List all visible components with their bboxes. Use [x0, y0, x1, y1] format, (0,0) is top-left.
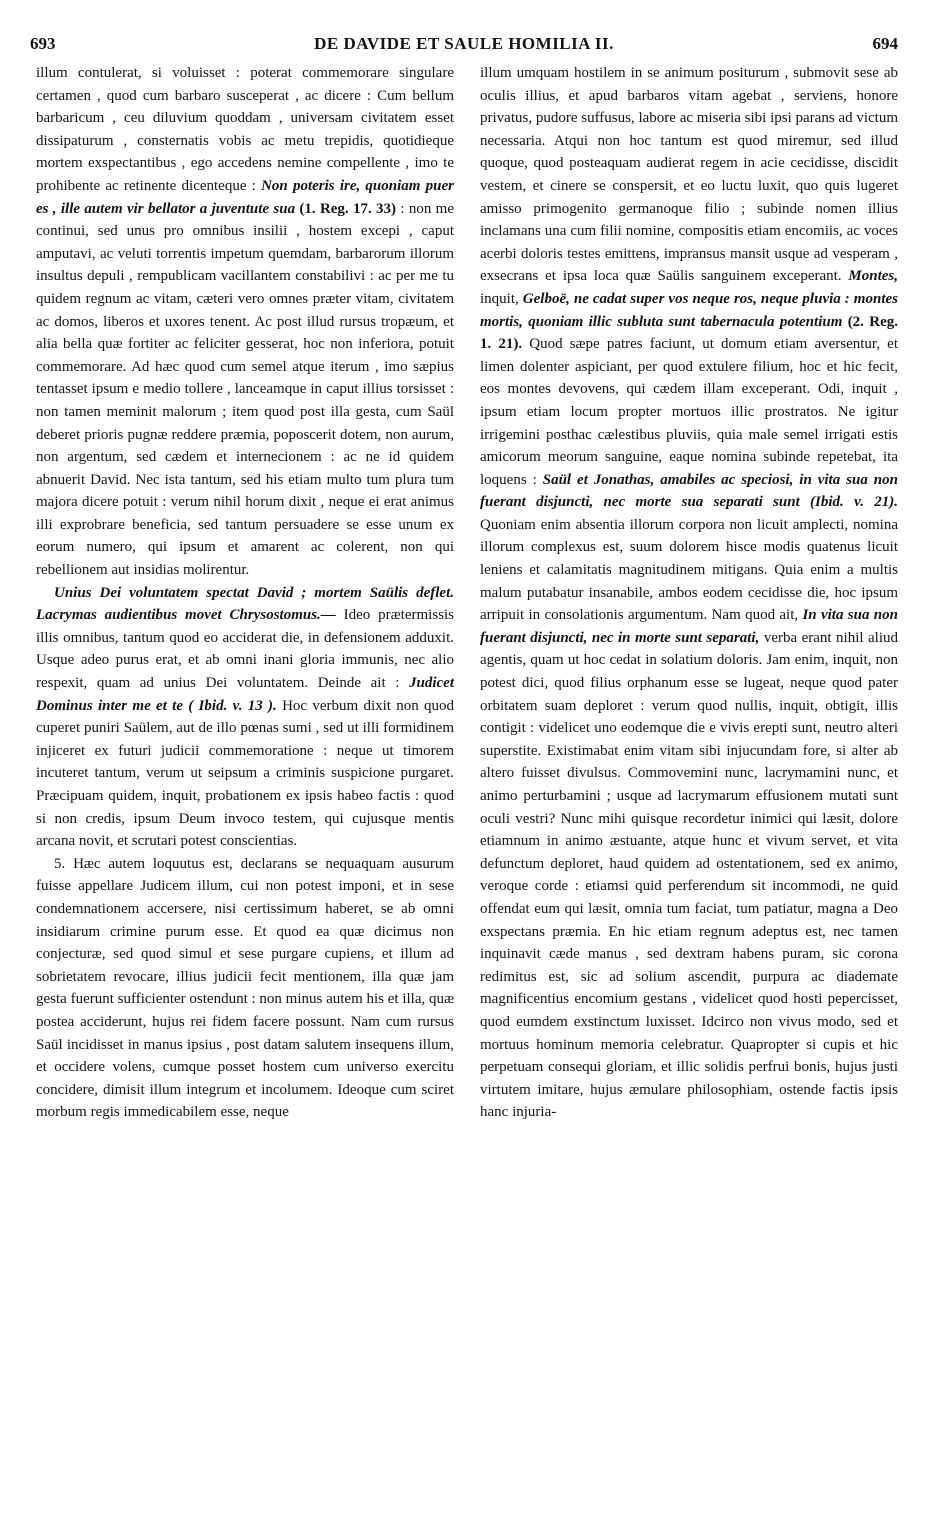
running-header: [30, 34, 898, 58]
scripture-reference: (1. Reg. 17. 33): [299, 200, 397, 217]
scripture-quote: Montes,: [848, 268, 899, 285]
body-text: 5. Hæc autem loquutus est, declarans se nequaquam ausurum fuisse appellare Judicem illum, cui non potest imponi, et in sese condemnationem accersere, nisi certissimum haberet, se ab omni insidiarum crimine purum esse. Et quod ea quæ dicimus non conjecturæ, sed quod simul et sese purgare cupiens, et illum ad sobrietatem revocare, illius judicii fecit mentionem, illa quæ jam gesta fuerunt sufficienter ostendunt : non minus autem his et illa, quæ postea acciderunt, hujus rei fidem facere possunt. Nam cum rursus Saül incidisset in manus ipsius , post datam salutem insequens illum, et occidere volens, cumque posset hostem cum universo exercitu concidere, dimisit illum integrum et incolumem. Ideoque cum sciret morbum regis immedicabilem esse, neque: [36, 855, 454, 1121]
body-text: Quod sæpe patres faciunt, ut domum etiam aversentur, et limen dolenter aspiciant, per quod extulere filium, hoc et hic fecit, eos montes devovens, qui cædem illam exceperant. Odi, inquit , ipsum etiam locum propter mortuos illic prostratos. Ne igitur irrigemini posthac cælestibus pluviis, quia male semel irrigati estis amicorum meorum sanguine, eaque nomina subinde repetebat, ita loquens :: [480, 336, 899, 488]
section-heading: Unius Dei voluntatem spectat David ; mortem Saülis deflet. Lacrymas audientibus movet Chrysostomus.—: [36, 584, 454, 624]
scripture-reference: ( Ibid. v. 13 ).: [188, 697, 277, 714]
right-column: [480, 62, 898, 1124]
page-number-left: 693: [30, 34, 56, 53]
body-text: illum umquam hostilem in se animum positurum , submovit sese ab oculis illius, et apud barbaros vitam agebat , serviens, honore privatus, pudore suffusus, labore ac miseria sibi ipsi parans ad victum necessaria. Atqui non hoc tantum est quod miremur, sed illud quoque, quod posteaquam audierat regem in acie cecidisse, discidit vestem, et cinere se conspersit, et eo luctu luxit, quo quis lugeret amisso primogenito germanoque filio ; subinde nomen illius inclamans una cum filii nomine, compositis etiam encomiis, ac voces acerbi doloris testes emittens, impransus mansit usque ad vesperam , exsecrans et ipsa loca quæ Saülis sanguinem exceperant.: [480, 65, 898, 285]
body-text: verba erant nihil aliud agentis, quam ut hoc cedat in solatium doloris. Jam enim, inquit, non potest dici, quod filius orphanum esse se lugeat, neque quod pater orbitatem suam deploret : verum quod nullis, inquit, obtigit, illis contigit : videlicet uno eodemque die e vivis erepti sunt, neutro alteri superstite. Existimabat enim vitam sibi injucundam fore, si alter ab altero fuisset divulsus. Commovemini nunc, lacrymamini nunc, et animo perturbamini ; usque ad lacrymarum effusionem mutati sunt oculi vestri? Nunc mihi quisque recordetur inimici qui læsit, dolore etiamnum in animo æstuante, atque hunc et vivum servet, et vita defunctum deploret, haud quidem ad ostentationem, sed ex animo, veroque corde : etiamsi quid perferendum sit incommodi, ne quid offendat eum qui læsit, omnia tum faciat, tum patiatur, magna a Deo exspectans præmia. En hic etiam regnum adeptus est, nec tamen inquinavit cæde manus , sed dextram habens puram, sic corona redimitus est, sic ad solium ascendit, purpura ac diademate magnificentius encomium gestans , videlicet quod hosti pepercisset, quod eumdem exstinctum luxisset. Idcirco non vivus modo, sed et mortuus hominum memoria celebratur. Quapropter si cupis et hic perpetuam consequi gloriam, et illic solidis perfrui bonis, hujus justi virtutem imitare, hujus æmulare philosophiam, ostende factis ipsis hanc injuria-: [480, 629, 898, 1121]
paragraph: [480, 62, 898, 1124]
scripture-quote: In vita sua non fuerant disjuncti, nec in morte sunt separati,: [480, 607, 898, 646]
body-text: inquit,: [480, 290, 523, 307]
paragraph: [36, 853, 454, 1124]
scripture-quote: Saül et Jonathas, amabiles ac speciosi, in vita sua non fuerant disjuncti, nec morte sua separati sunt: [480, 471, 898, 511]
scripture-reference: (2. Reg. 1. 21).: [480, 313, 898, 353]
paragraph: [36, 62, 454, 582]
scripture-quote: Judicet Dominus inter me et te: [36, 675, 455, 714]
body-text: : non me continui, sed unus pro omnibus insilii , hostem excepi , caput amputavi, ac veluti torrentis impetum quemdam, barbarorum illorum insultus depuli , rempublicam vacillantem constabilivi : ac per me tu quidem regnum ac vitam, cæteri vero omnes præter vitam, civitatem ac domos, liberos et uxores tenent. Ac post illud rursus tropæum, et alia bella quæ fortiter ac feliciter gesserat, hoc non inferiora, potuit commemorare. Ad hæc quod cum semel atque iterum , imo sæpius tentasset ipsum e medio tollere , lanceamque in caput illius torsisset : non tamen meminit malorum ; item quod post illa gesta, cum Saül deberet prioris pugnæ reddere præmia, poposcerit dotem, non aurum, non argentum, sed cædem et internecionem : ac ne id quidem abnuerit David. Nec ista tantum, sed his etiam multo tum plura tum majora dicere potuit : verum nihil horum dixit , neque ei erat animus illi exprobrare beneficia, sed tantum persuadere se esse unum ex eorum numero, qui ipsum et amarent ac colerent, non qui rebellionem aut insidias molirentur.: [36, 200, 454, 579]
scripture-quote: Gelboë, ne cadat super vos neque ros, neque pluvia : montes mortis, quoniam illic subluta sunt tabernacula potentium: [480, 290, 898, 330]
scripture-reference: (Ibid. v. 21).: [810, 494, 898, 511]
body-text: illum contulerat, si voluisset : poterat commemorare singulare certamen , quod cum barbaro susceperat , ac dicere : Cum bellum barbaricum , ceu diluvium quoddam , universam civitatem esset dissipaturum , consternatis vobis ac metu trepidis, quotidieque mortem exspectantibus , ego accedens nemine compellente , imo te prohibente ac retinente dicenteque :: [36, 65, 454, 194]
scripture-quote: Non poteris ire, quoniam puer es , ille autem vir bellator a juventute sua: [36, 177, 454, 217]
paragraph: [36, 582, 454, 853]
running-title: DE DAVIDE ET SAULE HOMILIA II.: [314, 34, 614, 53]
body-text: Quoniam enim absentia illorum corpora non licuit amplecti, nomina illorum complexus est, suum dolorem hisce modis quatenus licuit leniens et calamitatis magnitudinem mitigans. Quia enim a multis malum putabatur insanabile, ambos eodem cecidisse die, hoc ipsum arripuit in consolationis argumentum. Nam quod ait,: [480, 516, 898, 624]
body-text: Hoc verbum dixit non quod cuperet puniri Saülem, aut de illo pœnas sumi , sed ut illi formidinem injiceret ex futuri judicii commemoratione : neque ut timorem incuteret tantum, verum ut seipsum a criminis suspicione purgaret. Præcipuam quidem, inquit, probationem ex ipsis habeo factis : quod si non credis, ipsum Deum invoco testem, qui cujusque mentis arcana novit, et scrutari potest conscientias.: [36, 697, 455, 850]
page-number-right: 694: [872, 34, 898, 53]
left-column: [36, 62, 454, 1124]
body-text: Ideo prætermissis illis omnibus, tantum quod eo acciderat die, in defensionem adduxit. Usque adeo purus erat, et ab omni inani gloria immunis, nec alio respexit, quam ad unius Dei voluntatem. Deinde ait :: [36, 607, 454, 692]
